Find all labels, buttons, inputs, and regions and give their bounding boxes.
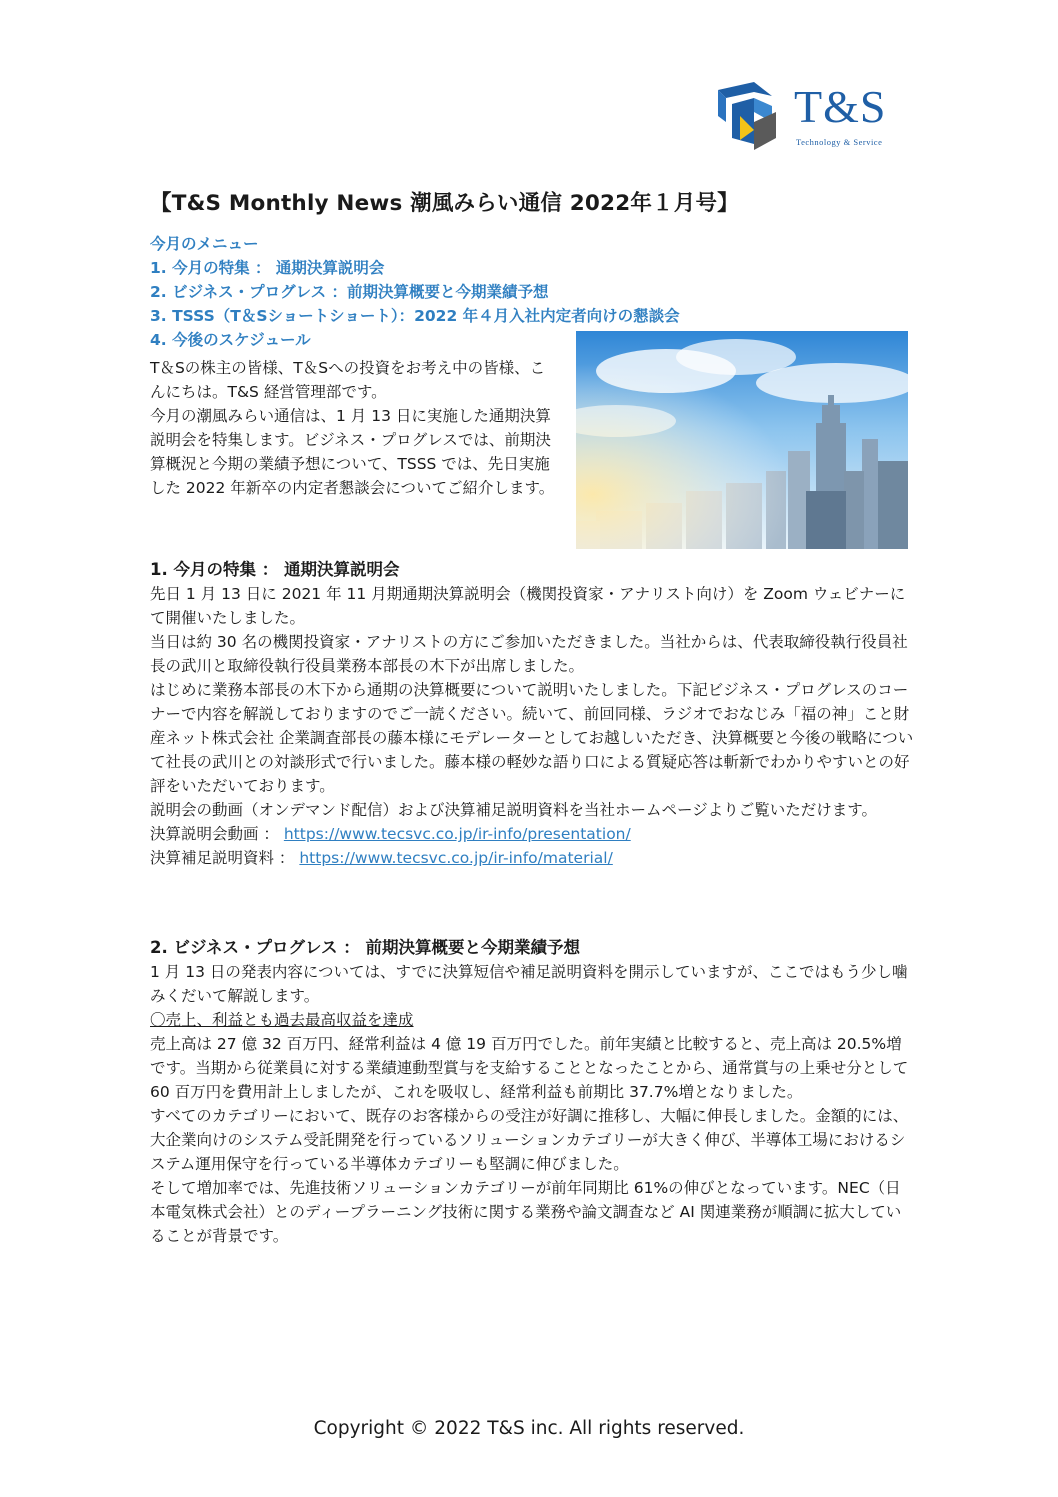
- city-skyline-image: [576, 331, 908, 549]
- copyright-footer: Copyright © 2022 T&S inc. All rights reserved.: [313, 1418, 745, 1439]
- section-1-paragraph-3: はじめに業務本部長の木下から通期の決算概要について説明いたしました。下記ビジネス・プログレスのコーナーで内容を解説しておりますのでご一読ください。続いて、前回同様、ラジオでおなじみ「福の神」こと財産ネット株式会社 企業調査部長の藤本様にモデレーターとしてお越しいただき、決算概要と今後の戦略について社長の武川との対談形式で行いました。藤本様の軽妙な語り口による質疑応答は斬新でわかりやすいとの好評をいただいております。: [150, 681, 914, 795]
- presentation-video-link[interactable]: https://www.tecsvc.co.jp/ir-info/presentation/: [283, 825, 631, 843]
- intro-paragraph-2: 今月の潮風みらい通信は、1 月 13 日に実施した通期決算説明会を特集します。ビジネス・プログレスでは、前期決算概況と今期の業績予想について、TSSS では、先日実施した 2022 年新卒の内定者懇談会についてご紹介します。: [150, 407, 555, 497]
- section-2-subheading: 〇売上、利益とも過去最高収益を達成: [150, 1011, 414, 1029]
- menu-item-4: 4. 今後のスケジュール: [150, 331, 311, 349]
- menu-item-3: 3. TSSS（T＆Sショートショート）：2022 年４月入社内定者向けの懇談会: [150, 307, 680, 325]
- section-2-paragraph-1: 1 月 13 日の発表内容については、すでに決算短信や補足説明資料を開示していますが、ここではもう少し噛みくだいて解説します。: [150, 963, 908, 1005]
- section-1-paragraph-2: 当日は約 30 名の機関投資家・アナリストの方にご参加いただきました。当社からは、代表取締役執行役員社長の武川と取締役執行役員業務本部長の木下が出席しました。: [150, 633, 908, 675]
- supplementary-material-link[interactable]: https://www.tecsvc.co.jp/ir-info/material/: [299, 849, 613, 867]
- logo-tagline: Technology & Service: [796, 137, 883, 147]
- section-1-paragraph-4: 説明会の動画（オンデマンド配信）および決算補足説明資料を当社ホームページよりご覧いただけます。: [150, 801, 877, 819]
- logo-mark-icon: [714, 82, 794, 152]
- menu-item-1: 1. 今月の特集 ： 通期決算説明会: [150, 259, 385, 277]
- video-link-row: [150, 822, 915, 846]
- section-1: [150, 558, 915, 870]
- menu-item-2: 2. ビジネス・プログレス ：前期決算概要と今期業績予想: [150, 283, 549, 301]
- section-2-paragraph-2: 売上高は 27 億 32 百万円、経常利益は 4 億 19 百万円でした。前年実績と比較すると、売上高は 20.5%増です。当期から従業員に対する業績連動型賞与を支給することとなったことから、通常賞与の上乗せ分として 60 百万円を費用計上しましたが、これを吸収し、経常利益も前期比 37.7%増となりました。: [150, 1035, 909, 1101]
- material-link-label: 決算補足説明資料 ：: [150, 849, 300, 867]
- material-link-row: [150, 846, 915, 870]
- section-2-heading: 2. ビジネス・プログレス ： 前期決算概要と今期業績予想: [150, 938, 580, 957]
- section-2-paragraph-4: そして増加率では、先進技術ソリューションカテゴリーが前年同期比 61%の伸びとなっています。NEC（日本電気株式会社）とのディープラーニング技術に関する業務や論文調査など AI 関連業務が順調に拡大していることが背景です。: [150, 1179, 902, 1245]
- company-logo: [714, 82, 910, 152]
- section-2-paragraph-3: すべてのカテゴリーにおいて、既存のお客様からの受注が好調に推移し、大幅に伸長しました。金額的には、大企業向けのシステム受託開発を行っているソリューションカテゴリーが大きく伸び、半導体工場におけるシステム運用保守を行っている半導体カテゴリーも堅調に伸びました。: [150, 1107, 909, 1173]
- intro-text: [150, 356, 558, 500]
- newsletter-title: 【T&S Monthly News 潮風みらい通信 2022年１月号】: [150, 191, 739, 216]
- menu-heading: 今月のメニュー: [150, 235, 259, 253]
- section-2: [150, 936, 915, 1248]
- logo-brand-text: T&S: [794, 81, 887, 132]
- video-link-label: 決算説明会動画 ：: [150, 825, 284, 843]
- intro-paragraph-1: T＆Sの株主の皆様、T＆Sへの投資をお考え中の皆様、こんにちは。T&S 経営管理部です。: [150, 359, 546, 401]
- section-1-paragraph-1: 先日 1 月 13 日に 2021 年 11 月期通期決算説明会（機関投資家・アナリスト向け）を Zoom ウェビナーにて開催いたしました。: [150, 585, 906, 627]
- section-1-heading: 1. 今月の特集 ： 通期決算説明会: [150, 560, 400, 579]
